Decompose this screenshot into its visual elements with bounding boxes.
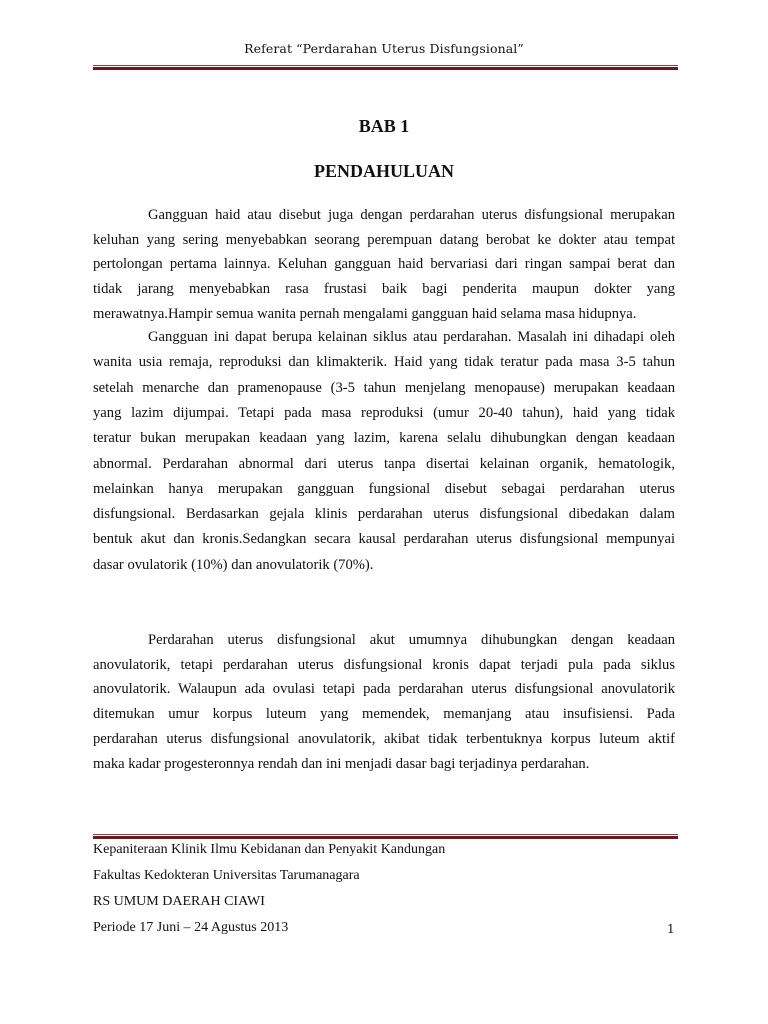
paragraph-line: keluhan yang sering menyebabkan seorang perempuan datang berobat ke dokter atau tempat <box>93 231 675 248</box>
paragraph-line: setelah menarche dan pramenopause (3-5 tahun menjelang menopause) merupakan keadaan <box>93 379 675 396</box>
paragraph-line: melainkan hanya merupakan gangguan fungsional disebut sebagai perdarahan uterus <box>93 480 675 497</box>
paragraph-line: Gangguan haid atau disebut juga dengan perdarahan uterus disfungsional merupakan <box>148 207 675 223</box>
paragraph-line: dasar ovulatorik (10%) dan anovulatorik (70%). <box>93 556 374 573</box>
paragraph-line: perdarahan uterus disfungsional anovulatorik, akibat tidak terbentuknya korpus luteum aktif <box>93 730 675 747</box>
footer-rule <box>93 834 678 839</box>
paragraph-line: maka kadar progesteronnya rendah dan ini menjadi dasar bagi terjadinya perdarahan. <box>93 755 590 772</box>
paragraph-line: pertolongan pertama lainnya. Keluhan gangguan haid bervariasi dari ringan sampai berat dan <box>93 256 675 273</box>
paragraph-line: bentuk akut dan kronis.Sedangkan secara kausal perdarahan uterus disfungsional mempunyai <box>93 531 675 548</box>
page-number: 1 <box>667 922 675 936</box>
header-rule <box>93 65 678 70</box>
footer-line: Fakultas Kedokteran Universitas Tarumanagara <box>93 868 360 883</box>
paragraph-line: yang lazim dijumpai. Tetapi pada masa reproduksi (umur 20-40 tahun), haid yang tidak <box>93 404 675 421</box>
footer-line: RS UMUM DAERAH CIAWI <box>93 894 265 909</box>
footer-line: Periode 17 Juni – 24 Agustus 2013 <box>93 920 289 935</box>
paragraph-line: anovulatorik, tetapi perdarahan uterus disfungsional kronis dapat terjadi pula pada siklus <box>93 656 675 673</box>
chapter-title: PENDAHULUAN <box>313 161 454 181</box>
chapter-number: BAB 1 <box>358 116 410 136</box>
paragraph-line: disfungsional. Berdasarkan gejala klinis perdarahan uterus disfungsional dibedakan dalam <box>93 506 675 523</box>
footer-line: Kepaniteraan Klinik Ilmu Kebidanan dan Penyakit Kandungan <box>93 842 446 857</box>
paragraph-line: wanita usia remaja, reproduksi dan klimakterik. Haid yang tidak teratur pada masa 3-5 tahun <box>93 354 675 371</box>
running-header: Referat “Perdarahan Uterus Disfungsional” <box>244 41 524 56</box>
paragraph-line: ditemukan umur korpus luteum yang memendek, memanjang atau insufisiensi. Pada <box>93 706 675 723</box>
paragraph-line: Gangguan ini dapat berupa kelainan siklus atau perdarahan. Masalah ini dihadapi oleh <box>148 329 675 345</box>
paragraph-line: abnormal. Perdarahan abnormal dari uterus tanpa disertai kelainan organik, hematologik, <box>93 455 675 472</box>
paragraph-line: teratur bukan merupakan keadaan yang lazim, karena selalu dihubungkan dengan keadaan <box>93 430 675 447</box>
paragraph-line: anovulatorik. Walaupun ada ovulasi tetapi pada perdarahan uterus disfungsional anovulatorik <box>93 681 675 698</box>
paragraph-line: Perdarahan uterus disfungsional akut umumnya dihubungkan dengan keadaan <box>148 632 675 648</box>
paragraph-line: merawatnya.Hampir semua wanita pernah mengalami gangguan haid selama masa hidupnya. <box>93 305 637 322</box>
paragraph-line: tidak jarang menyebabkan rasa frustasi baik bagi penderita maupun dokter yang <box>93 281 675 298</box>
